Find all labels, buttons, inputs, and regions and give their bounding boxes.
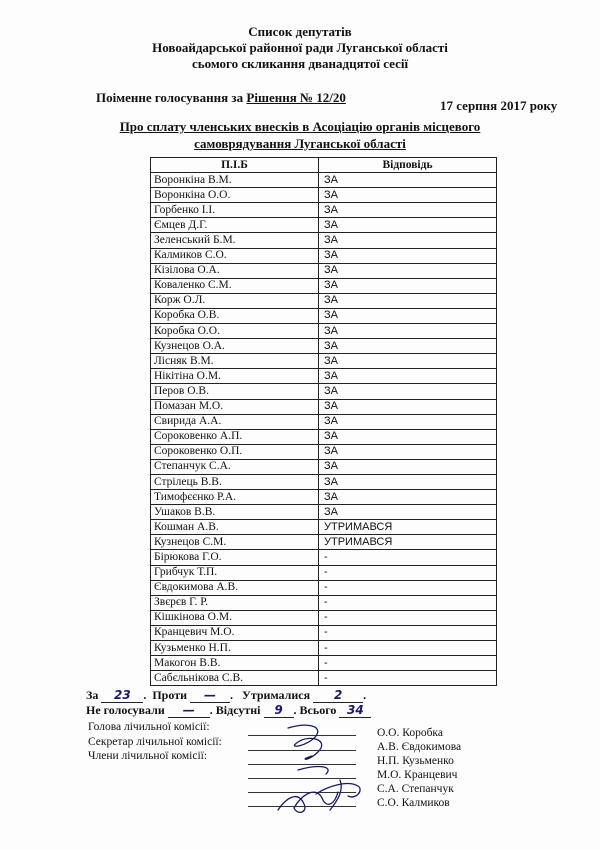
deputy-answer: ЗА [319,188,497,203]
deputy-name: Нікітіна О.М. [151,369,319,384]
deputy-answer: УТРИМАВСЯ [319,520,497,535]
deputy-name: Воронкіна О.О. [151,188,319,203]
table-row [151,414,497,429]
vote-line [96,90,346,106]
table-row [151,474,497,489]
vote-prefix: Поіменне голосування за [96,90,247,105]
table-row [151,641,497,656]
deputy-name: Кузьменко Н.П. [151,641,319,656]
deputy-answer: ЗА [319,263,497,278]
commission-secretary-label: Секретар лічильної комісії: [88,736,222,748]
deputy-answer: ЗА [319,384,497,399]
table-row [151,188,497,203]
table-row [151,595,497,610]
subject-line-2: самоврядування Луганської області [194,136,406,151]
deputy-name: Кузнецов О.А. [151,339,319,354]
deputy-answer: ЗА [319,248,497,263]
deputy-answer: ЗА [319,339,497,354]
table-header-row [151,158,497,173]
summary-line-1: За 23 . Проти — . Утрималися 2 . [86,688,367,702]
deputy-name: Тимофєєнко Р.А. [151,490,319,505]
deputy-answer: - [319,580,497,595]
deputy-name: Сороковенко А.П. [151,429,319,444]
header-title: Список депутатів [248,24,352,39]
col-name-header: П.І.Б [151,158,319,173]
table-row [151,173,497,188]
table-row [151,339,497,354]
table-row [151,625,497,640]
table-row [151,278,497,293]
table-row [151,671,497,686]
table-row [151,324,497,339]
deputy-answer: - [319,595,497,610]
table-row [151,354,497,369]
utrym-label: Утрималися [242,688,311,702]
deputy-answer: - [319,656,497,671]
deputy-answer: - [319,625,497,640]
table-row [151,369,497,384]
deputy-name: Кізілова О.А. [151,263,319,278]
table-row [151,429,497,444]
deputy-answer: - [319,610,497,625]
deputy-name: Сабєльнікова С.В. [151,671,319,686]
table-row [151,399,497,414]
signer-name: Н.П. Кузьменко [377,755,454,767]
deputy-name: Кошман А.В. [151,520,319,535]
signer-name: С.А. Степанчук [377,783,454,795]
deputy-name: Воронкіна В.М. [151,173,319,188]
deputy-answer: - [319,641,497,656]
deputy-name: Коваленко С.М. [151,278,319,293]
table-row [151,263,497,278]
deputy-name: Ємцев Д.Г. [151,218,319,233]
handwritten-signatures [268,720,378,820]
table-row [151,535,497,550]
deputy-name: Перов О.В. [151,384,319,399]
deputy-answer: ЗА [319,308,497,323]
deputy-answer: ЗА [319,429,497,444]
deputy-answer: ЗА [319,459,497,474]
table-row [151,308,497,323]
table-row [151,218,497,233]
deputy-name: Корж О.Л. [151,293,319,308]
vote-rows [151,173,497,686]
proty-label: Проти [152,688,188,702]
table-row [151,580,497,595]
deputy-name: Коробка О.В. [151,308,319,323]
deputy-answer: ЗА [319,414,497,429]
deputy-name: Зеленський Б.М. [151,233,319,248]
table-row [151,610,497,625]
commission-head-label: Голова лічильної комісії: [88,721,210,733]
deputy-answer: - [319,550,497,565]
table-row [151,248,497,263]
table-row [151,293,497,308]
vsogo-label: Всього [299,703,337,717]
deputy-name: Кузнецов С.М. [151,535,319,550]
decision-number: Рішення № 12/20 [246,90,346,105]
commission-members-label: Члени лічильної комісії: [88,750,208,762]
deputy-answer: ЗА [319,203,497,218]
deputy-answer: ЗА [319,173,497,188]
deputy-name: Кішкінова О.М. [151,610,319,625]
deputy-name: Звєрєв Г. Р. [151,595,319,610]
deputy-answer: ЗА [319,474,497,489]
deputy-answer: - [319,671,497,686]
header-council: Новоайдарської районної ради Луганської області [152,40,448,55]
deputy-answer: ЗА [319,218,497,233]
table-row [151,203,497,218]
deputy-name: Степанчук С.А. [151,459,319,474]
signer-name: М.О. Кранцевич [377,769,458,781]
deputy-answer: ЗА [319,490,497,505]
vsogo-value: 34 [339,703,371,718]
deputy-answer: ЗА [319,505,497,520]
deputy-name: Коробка О.О. [151,324,319,339]
deputy-name: Євдокимова А.В. [151,580,319,595]
summary-line-2: Не голосували — . Відсутні 9 . Всього 34 [86,703,371,718]
deputy-name: Грибчук Т.П. [151,565,319,580]
vidsutni-value: 9 [264,703,294,718]
table-row [151,565,497,580]
deputy-name: Горбенко І.І. [151,203,319,218]
deputy-answer: ЗА [319,278,497,293]
deputy-name: Ушаков В.В. [151,505,319,520]
vote-table [150,157,497,686]
ne-label: Не голосували [86,703,165,717]
table-row [151,520,497,535]
subject-line-1: Про сплату членських внесків в Асоціацію органів місцевого [119,119,481,134]
deputy-answer: УТРИМАВСЯ [319,535,497,550]
table-row [151,459,497,474]
deputy-answer: ЗА [319,444,497,459]
header-session: сьомого скликання дванадцятої сесії [191,56,409,71]
deputy-answer: ЗА [319,369,497,384]
table-row [151,490,497,505]
utrym-value: 2 [313,688,363,703]
deputy-name: Макогон В.В. [151,656,319,671]
signer-name: С.О. Калмиков [377,797,450,809]
deputy-answer: ЗА [319,354,497,369]
deputy-name: Калмиков С.О. [151,248,319,263]
za-label: За [86,688,99,702]
za-value: 23 [101,688,143,703]
table-row [151,233,497,248]
vidsutni-label: Відсутні [215,703,261,717]
deputy-name: Помазан М.О. [151,399,319,414]
deputy-answer: ЗА [319,293,497,308]
deputy-name: Сороковенко О.П. [151,444,319,459]
deputy-answer: ЗА [319,399,497,414]
table-row [151,444,497,459]
ne-value: — [168,703,210,718]
deputy-answer: ЗА [319,233,497,248]
signer-name: А.В. Євдокимова [377,741,462,753]
table-row [151,550,497,565]
signer-name: О.О. Коробка [377,727,443,739]
deputy-name: Лісняк В.М. [151,354,319,369]
deputy-name: Свирида А.А. [151,414,319,429]
table-row [151,656,497,671]
deputy-name: Кранцевич М.О. [151,625,319,640]
deputy-name: Бірюкова Г.О. [151,550,319,565]
vote-date: 17 серпня 2017 року [440,98,558,113]
deputy-name: Стрілець В.В. [151,474,319,489]
deputy-answer: ЗА [319,324,497,339]
table-row [151,384,497,399]
proty-value: — [190,688,230,703]
table-row [151,505,497,520]
deputy-answer: - [319,565,497,580]
col-answer-header: Відповідь [319,158,497,173]
